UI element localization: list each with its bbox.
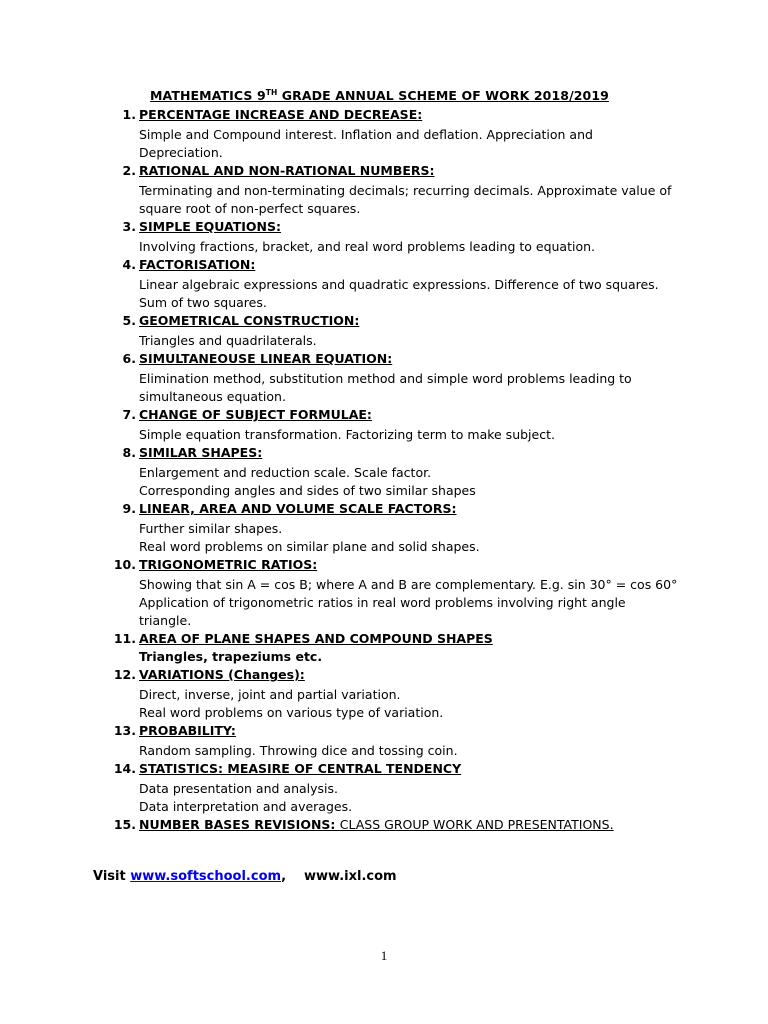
item-heading-text: STATISTICS: MEASIRE OF CENTRAL TENDENCY bbox=[139, 761, 462, 776]
item-heading bbox=[139, 556, 710, 574]
description-line: Application of trigonometric ratios in real word problems involving right angle bbox=[139, 595, 626, 610]
title-text: MATHEMATICS 9 bbox=[150, 88, 266, 104]
list-item bbox=[110, 556, 710, 630]
description-line: Simple equation transformation. Factorizing term to make subject. bbox=[139, 427, 555, 442]
topics-list bbox=[110, 106, 710, 834]
item-description bbox=[139, 686, 710, 722]
item-description bbox=[139, 126, 710, 162]
item-heading-text: TRIGONOMETRIC RATIOS: bbox=[139, 557, 318, 572]
description-line: Data interpretation and averages. bbox=[139, 799, 353, 814]
description-line: Depreciation. bbox=[139, 145, 223, 160]
item-heading-text: CHANGE OF SUBJECT FORMULAE: bbox=[139, 407, 372, 422]
list-item bbox=[110, 312, 710, 350]
description-line: square root of non-perfect squares. bbox=[139, 201, 361, 216]
ixl-link[interactable]: www.ixl.com bbox=[304, 869, 397, 884]
item-heading bbox=[139, 218, 710, 236]
item-heading bbox=[139, 816, 710, 834]
item-heading-text: LINEAR, AREA AND VOLUME SCALE FACTORS: bbox=[139, 501, 457, 516]
item-description bbox=[139, 238, 710, 256]
item-number: 11. bbox=[113, 631, 136, 646]
item-heading-tail: CLASS GROUP WORK AND PRESENTATIONS. bbox=[339, 817, 614, 832]
item-heading bbox=[139, 444, 710, 462]
item-heading bbox=[139, 106, 710, 124]
page-number: 1 bbox=[380, 948, 388, 963]
item-description bbox=[139, 520, 710, 556]
item-heading-text: SIMILAR SHAPES: bbox=[139, 445, 263, 460]
visit-label: Visit bbox=[93, 869, 131, 884]
item-number: 12. bbox=[113, 667, 136, 682]
list-item bbox=[110, 106, 710, 162]
item-heading bbox=[139, 162, 710, 180]
item-number: 14. bbox=[113, 761, 136, 776]
list-item bbox=[110, 162, 710, 218]
description-line: Triangles and quadrilaterals. bbox=[139, 333, 317, 348]
item-heading bbox=[139, 760, 710, 778]
item-number: 2. bbox=[122, 163, 136, 178]
item-description bbox=[139, 576, 710, 630]
item-heading bbox=[139, 256, 710, 274]
item-heading-text: FACTORISATION: bbox=[139, 257, 256, 272]
item-description bbox=[139, 182, 710, 218]
item-description bbox=[139, 742, 710, 760]
document-title bbox=[150, 88, 630, 103]
item-heading-text: PERCENTAGE INCREASE AND DECREASE: bbox=[139, 107, 423, 122]
list-item bbox=[110, 218, 710, 256]
item-number: 13. bbox=[113, 723, 136, 738]
item-heading-text: RATIONAL AND NON-RATIONAL NUMBERS: bbox=[139, 163, 435, 178]
item-heading bbox=[139, 312, 710, 330]
item-description bbox=[139, 426, 710, 444]
list-item bbox=[110, 666, 710, 722]
item-heading-text: NUMBER BASES REVISIONS: bbox=[139, 817, 340, 832]
item-number: 8. bbox=[122, 445, 136, 460]
item-number: 9. bbox=[122, 501, 136, 516]
list-item bbox=[110, 350, 710, 406]
description-line: Corresponding angles and sides of two similar shapes bbox=[139, 483, 476, 498]
visit-links bbox=[93, 869, 397, 884]
item-number: 7. bbox=[122, 407, 136, 422]
item-number: 6. bbox=[122, 351, 136, 366]
description-line: Direct, inverse, joint and partial variation. bbox=[139, 687, 401, 702]
description-line: Showing that sin A = cos B; where A and B are complementary. E.g. sin 30° = cos 60° bbox=[139, 577, 678, 592]
title-text-rest: GRADE ANNUAL SCHEME OF WORK 2018/2019 bbox=[277, 88, 609, 104]
item-description bbox=[139, 780, 710, 816]
description-line: Simple and Compound interest. Inflation and deflation. Appreciation and bbox=[139, 127, 593, 142]
item-heading bbox=[139, 722, 710, 740]
list-item bbox=[110, 500, 710, 556]
item-number: 5. bbox=[122, 313, 136, 328]
item-description bbox=[139, 332, 710, 350]
description-line: Elimination method, substitution method and simple word problems leading to bbox=[139, 371, 632, 386]
item-heading-text: AREA OF PLANE SHAPES AND COMPOUND SHAPES bbox=[139, 631, 493, 646]
description-line: Random sampling. Throwing dice and tossing coin. bbox=[139, 743, 458, 758]
description-line: Real word problems on various type of variation. bbox=[139, 705, 444, 720]
description-line: triangle. bbox=[139, 613, 192, 628]
link-separator: , bbox=[281, 869, 287, 884]
item-number: 15. bbox=[113, 817, 136, 832]
item-heading-text: SIMULTANEOUSE LINEAR EQUATION: bbox=[139, 351, 393, 366]
item-heading bbox=[139, 630, 710, 648]
item-number: 10. bbox=[113, 557, 136, 572]
item-heading-text: SIMPLE EQUATIONS: bbox=[139, 219, 282, 234]
item-heading bbox=[139, 406, 710, 424]
item-description bbox=[139, 370, 710, 406]
item-heading-text: GEOMETRICAL CONSTRUCTION: bbox=[139, 313, 360, 328]
item-number: 4. bbox=[122, 257, 136, 272]
item-heading bbox=[139, 350, 710, 368]
item-description bbox=[139, 464, 710, 500]
description-line: Involving fractions, bracket, and real word problems leading to equation. bbox=[139, 239, 596, 254]
description-line: Real word problems on similar plane and solid shapes. bbox=[139, 539, 480, 554]
list-item bbox=[110, 406, 710, 444]
item-number: 1. bbox=[122, 107, 136, 122]
description-line: Data presentation and analysis. bbox=[139, 781, 338, 796]
description-line: Sum of two squares. bbox=[139, 295, 267, 310]
list-item bbox=[110, 816, 710, 834]
item-description bbox=[139, 276, 710, 312]
description-line: simultaneous equation. bbox=[139, 389, 286, 404]
item-heading bbox=[139, 666, 710, 684]
title-superscript: TH bbox=[265, 88, 278, 97]
description-line: Enlargement and reduction scale. Scale factor. bbox=[139, 465, 432, 480]
list-item bbox=[110, 722, 710, 760]
list-item bbox=[110, 760, 710, 816]
item-number: 3. bbox=[122, 219, 136, 234]
list-item bbox=[110, 256, 710, 312]
list-item bbox=[110, 444, 710, 500]
item-subheading: Triangles, trapeziums etc. bbox=[139, 649, 323, 664]
list-item bbox=[110, 630, 710, 666]
softschool-link[interactable]: www.softschool.com bbox=[130, 869, 282, 884]
item-heading-text: VARIATIONS (Changes): bbox=[139, 667, 305, 682]
item-heading bbox=[139, 500, 710, 518]
item-heading-text: PROBABILITY: bbox=[139, 723, 236, 738]
description-line: Linear algebraic expressions and quadratic expressions. Difference of two squares. bbox=[139, 277, 659, 292]
description-line: Further similar shapes. bbox=[139, 521, 283, 536]
description-line: Terminating and non-terminating decimals; recurring decimals. Approximate value of bbox=[139, 183, 672, 198]
